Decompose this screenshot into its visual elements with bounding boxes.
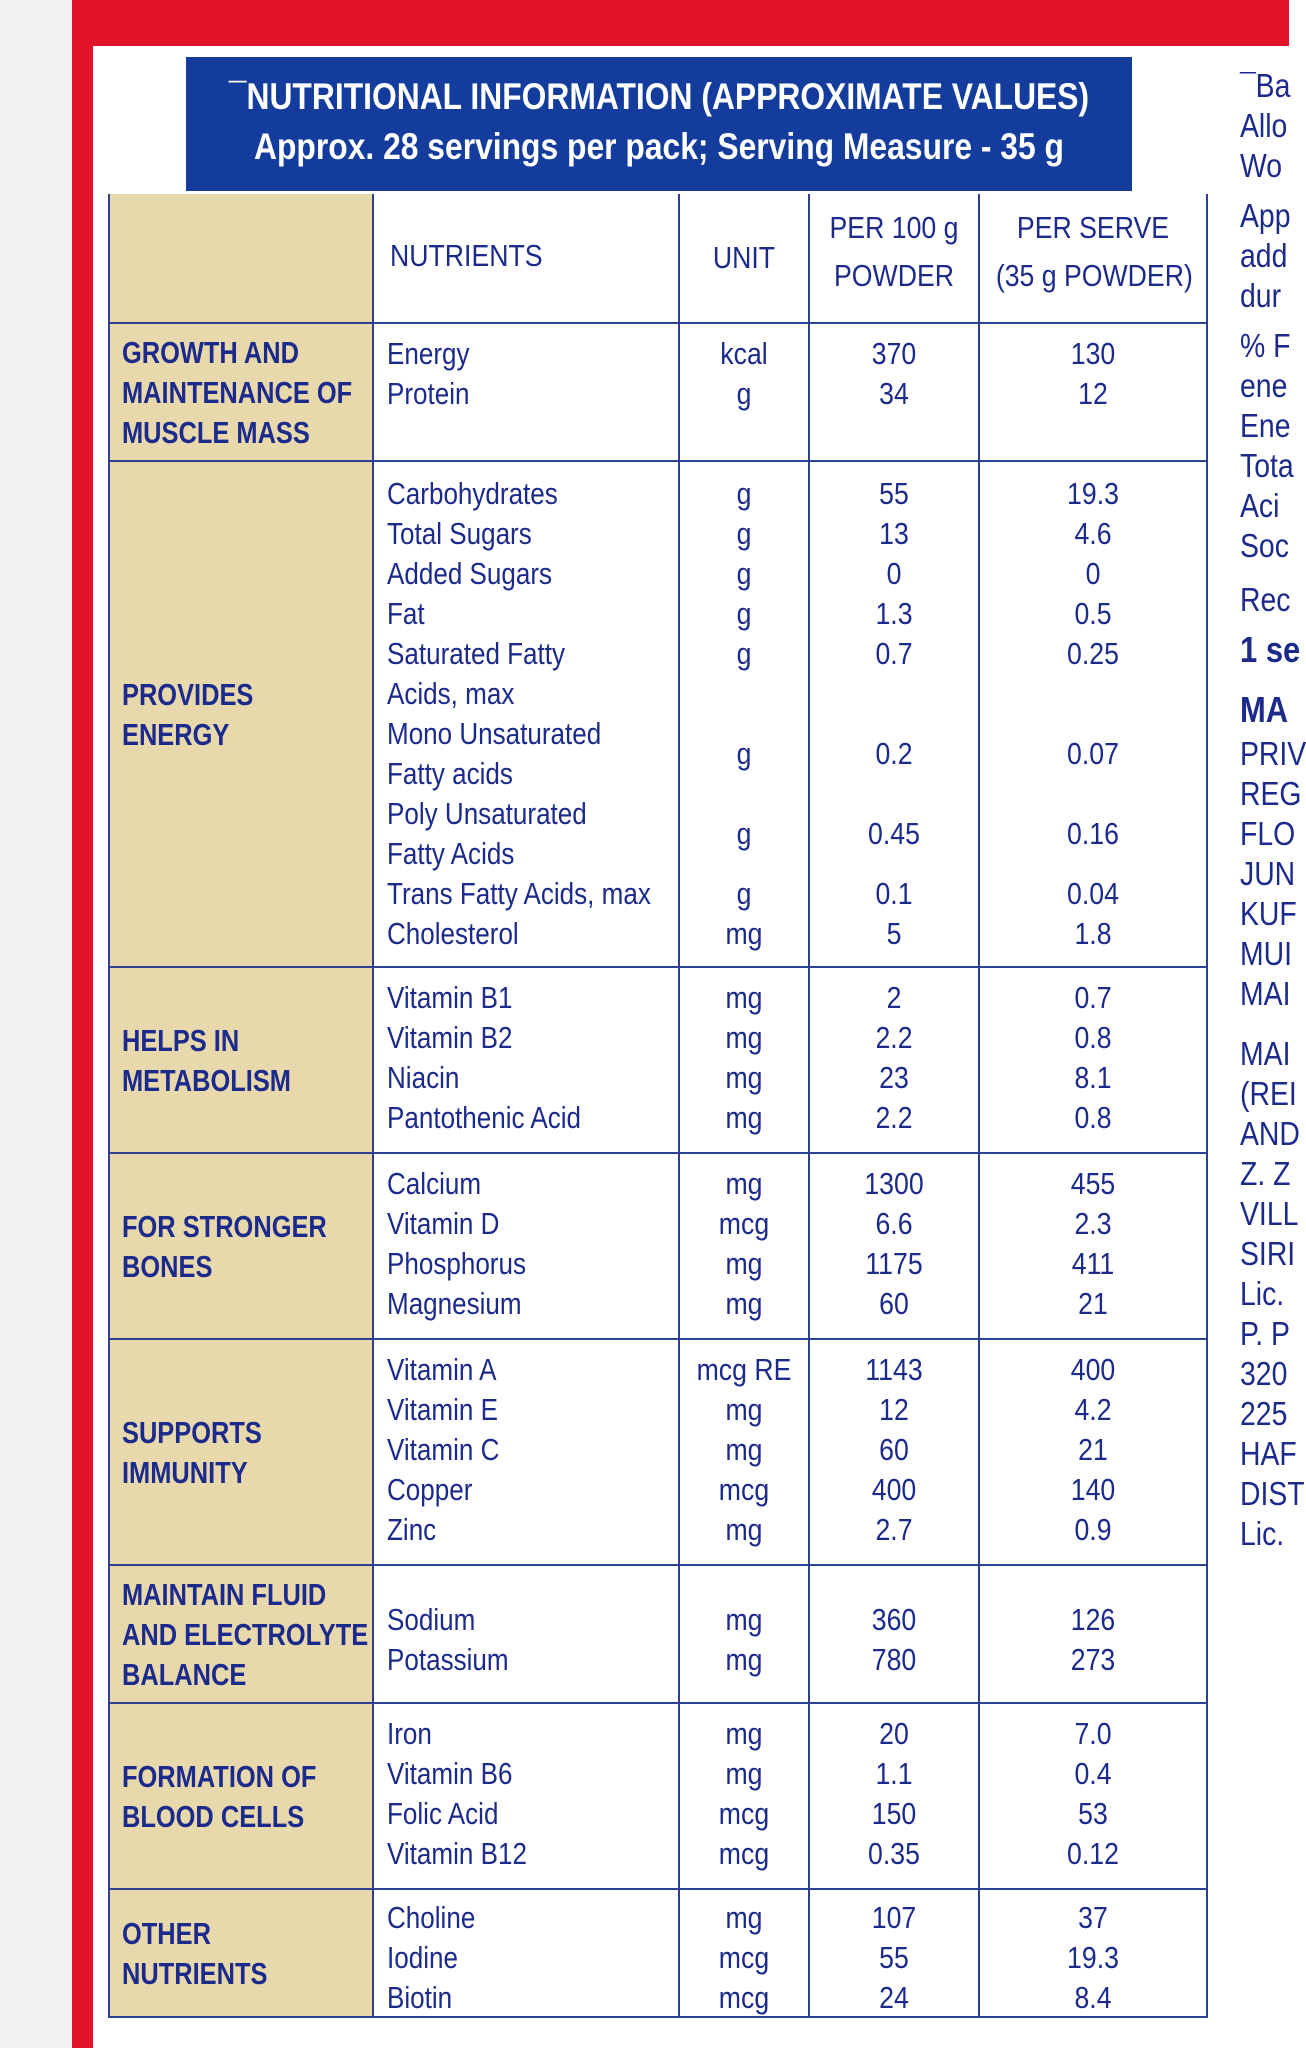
nutrient-name: Fat [387,596,425,631]
per-serve-cell [980,1154,1208,1340]
unit-value: g [736,516,752,551]
nutrient-name: Phosphorus [387,1246,526,1281]
header-blank-cell [108,194,374,324]
unit-value: mcg [718,1980,770,2015]
per100-value: 5 [886,916,902,951]
per100-value: 2.7 [875,1512,913,1547]
unit-value: mg [725,1756,763,1791]
per100-value: 6.6 [875,1206,913,1241]
unit-value: mcg [718,1472,770,1507]
category-label: AND ELECTROLYTE [122,1617,369,1652]
unit-value: mg [725,1602,763,1637]
per-serve-value: 273 [1070,1642,1116,1677]
category-label: HELPS IN [122,1023,240,1058]
side-text-fragment: KUF [1240,895,1297,932]
per100-value: 107 [871,1900,917,1935]
title-line-2: Approx. 28 servings per pack; Serving Measure - 35 g [254,126,1064,167]
side-text-fragment: Z. Z [1240,1155,1291,1192]
nutrient-name-cell [374,1704,680,1890]
side-text-fragment: ¯Ba [1240,67,1291,104]
nutrient-name: Trans Fatty Acids, max [387,876,651,911]
nutrient-name: Magnesium [387,1286,522,1321]
category-cell [108,968,374,1154]
nutrient-name: Total Sugars [387,516,532,551]
left-background [0,0,72,2048]
per-serve-value: 19.3 [1067,1940,1119,1975]
per100-value: 0 [886,556,902,591]
category-label: FOR STRONGER [122,1209,327,1244]
per100-value: 24 [879,1980,909,2015]
per100-value: 2 [886,980,902,1015]
nutrient-name-cell [374,1154,680,1340]
per-serve-value: 12 [1078,376,1108,411]
per-serve-value: 8.1 [1074,1060,1112,1095]
side-text-fragment: JUN [1240,855,1296,892]
unit-value: g [736,816,752,851]
per-serve-value: 37 [1078,1900,1108,1935]
per-serve-value: 0.07 [1067,736,1119,771]
per-serve-value: 0.5 [1074,596,1112,631]
per-serve-value: 0.9 [1074,1512,1112,1547]
nutrient-name: Potassium [387,1642,509,1677]
per-serve-value: 7.0 [1074,1716,1112,1751]
unit-value: g [736,556,752,591]
nutrient-name: Vitamin B2 [387,1020,513,1055]
nutrient-name: Added Sugars [387,556,553,591]
nutrient-name: Cholesterol [387,916,519,951]
side-text-fragment: P. P [1240,1315,1290,1352]
per100-value: 0.1 [875,876,913,911]
side-text-fragment: Lic. [1240,1515,1285,1552]
unit-cell [680,324,810,462]
nutrient-name: Vitamin B6 [387,1756,513,1791]
per-serve-value: 8.4 [1074,1980,1112,2015]
unit-cell [680,1704,810,1890]
per-serve-value: 0.25 [1067,636,1119,671]
unit-value: mg [725,1900,763,1935]
side-text-fragment: App [1240,197,1291,234]
per100-value: 55 [879,476,909,511]
per100-value: 0.2 [875,736,913,771]
category-label: METABOLISM [122,1063,291,1098]
unit-value: g [736,876,752,911]
nutrient-name: Mono Unsaturated [387,716,602,751]
per100-value: 780 [871,1642,917,1677]
side-text-fragment: REG [1240,775,1302,812]
unit-cell [680,1566,810,1704]
per-serve-cell [980,1704,1208,1890]
unit-value: kcal [720,336,768,371]
per100-cell [810,1566,980,1704]
nutrient-name-cell [374,1340,680,1566]
nutrient-name: Vitamin C [387,1432,500,1467]
nutrient-name: Folic Acid [387,1796,499,1831]
per-serve-cell [980,324,1208,462]
unit-value: mg [725,916,763,951]
unit-value: mcg [718,1940,770,1975]
per-serve-cell [980,1890,1208,2018]
category-label: MAINTAIN FLUID [122,1577,327,1612]
per100-cell [810,1340,980,1566]
nutrient-name: Vitamin B12 [387,1836,527,1871]
unit-value: mcg [718,1796,770,1831]
side-text-fragment: DIST [1240,1475,1305,1512]
unit-value: mg [725,1246,763,1281]
side-text-fragment: Soc [1240,527,1289,564]
per-serve-value: 411 [1071,1246,1115,1281]
nutrient-name-cell [374,324,680,462]
title-line-1: ¯NUTRITIONAL INFORMATION (APPROXIMATE VALUES) [228,76,1090,117]
nutrient-name: Acids, max [387,676,515,711]
per-serve-value: 0.7 [1074,980,1112,1015]
per-serve-value: 140 [1070,1472,1116,1507]
unit-value: g [736,376,752,411]
unit-value: mg [725,1392,763,1427]
unit-value: mg [725,980,763,1015]
side-text-fragment: Wo [1240,147,1283,184]
nutrient-name: Zinc [387,1512,437,1547]
per100-value: 20 [879,1716,909,1751]
side-text-fragment: MAI [1240,975,1291,1012]
unit-value: g [736,476,752,511]
unit-value: mg [725,1100,763,1135]
unit-value: mg [725,1166,763,1201]
nutrient-name: Iron [387,1716,432,1751]
per100-value: 1.1 [875,1756,913,1791]
category-label: NUTRIENTS [122,1956,268,1991]
side-text-fragment: Tota [1240,447,1294,484]
per-serve-value: 0.4 [1074,1756,1112,1791]
per100-cell [810,462,980,968]
per-serve-value: 0.8 [1074,1100,1112,1135]
category-label: GROWTH AND [122,335,299,370]
per100-value: 400 [871,1472,917,1507]
category-cell [108,462,374,968]
per100-cell [810,1890,980,2018]
per100-value: 55 [879,1940,909,1975]
per-serve-value: 19.3 [1067,476,1119,511]
unit-cell [680,1154,810,1340]
per100-value: 1.3 [875,596,913,631]
nutrient-name: Vitamin D [387,1206,500,1241]
unit-value: mg [725,1716,763,1751]
unit-value: mcg [718,1836,770,1871]
per-serve-value: 0.8 [1074,1020,1112,1055]
unit-value: mg [725,1642,763,1677]
per100-cell [810,1154,980,1340]
side-text-fragment: SIRI [1240,1235,1296,1272]
nutrient-name: Fatty Acids [387,836,515,871]
category-label: BLOOD CELLS [122,1799,305,1834]
nutrient-name: Iodine [387,1940,458,1975]
nutrition-title-banner [186,57,1132,191]
header-unit-cell [680,194,810,324]
unit-value: mg [725,1512,763,1547]
side-text-fragment: Ene [1240,407,1291,444]
header-nutrients-cell [374,194,680,324]
per-serve-value: 130 [1070,336,1116,371]
side-text-fragment: VILL [1240,1195,1299,1232]
unit-value: mg [725,1020,763,1055]
category-cell [108,1154,374,1340]
nutrient-name: Energy [387,336,470,371]
per100-value: 0.45 [868,816,920,851]
unit-value: mcg RE [696,1352,792,1387]
header-serve-cell [980,194,1208,324]
side-text-fragment: ene [1240,367,1288,404]
per100-value: 0.35 [868,1836,920,1871]
side-text-fragment: 225 [1240,1395,1288,1432]
per100-value: 0.7 [875,636,913,671]
per-serve-value: 455 [1070,1166,1116,1201]
side-text-fragment: FLO [1240,815,1296,852]
category-cell [108,1704,374,1890]
side-text-fragment: Allo [1240,107,1288,144]
unit-value: g [736,736,752,771]
unit-value: g [736,636,752,671]
per100-value: 1175 [865,1246,923,1281]
nutrient-name-cell [374,462,680,968]
nutrient-name: Vitamin B1 [387,980,513,1015]
per100-value: 13 [879,516,909,551]
nutrient-name: Protein [387,376,470,411]
nutrient-name: Copper [387,1472,473,1507]
nutrient-name: Niacin [387,1060,460,1095]
per-serve-value: 1.8 [1074,916,1112,951]
category-label: IMMUNITY [122,1455,248,1490]
header-per100-line1: PER 100 g [829,210,959,245]
category-label: OTHER [122,1916,211,1951]
category-cell [108,324,374,462]
header-serve-line1: PER SERVE [1016,210,1170,245]
nutrient-name: Vitamin A [387,1352,497,1387]
nutrient-name: Choline [387,1900,476,1935]
category-label: MUSCLE MASS [122,415,310,450]
side-text-fragment: 1 se [1240,629,1301,670]
nutrient-name: Vitamin E [387,1392,498,1427]
per-serve-cell [980,1566,1208,1704]
per-serve-value: 0.12 [1067,1836,1119,1871]
per100-value: 360 [871,1602,917,1637]
nutrient-name: Sodium [387,1602,476,1637]
unit-cell [680,462,810,968]
per-serve-value: 2.3 [1074,1206,1112,1241]
per-serve-cell [980,1340,1208,1566]
side-text-fragment: MAI [1240,1035,1291,1072]
side-text-fragment: HAF [1240,1435,1297,1472]
category-label: MAINTENANCE OF [122,375,353,410]
per100-value: 2.2 [875,1020,913,1055]
per100-value: 60 [879,1432,909,1467]
side-text-fragment: PRIV [1240,735,1306,772]
side-text-fragment: (REI [1240,1075,1297,1112]
per100-value: 1143 [865,1352,923,1387]
per100-value: 12 [879,1392,909,1427]
unit-value: mg [725,1060,763,1095]
per100-value: 34 [879,376,909,411]
side-text-fragment: add [1240,237,1288,274]
header-unit: UNIT [712,240,776,275]
category-cell [108,1890,374,2018]
per-serve-value: 4.2 [1074,1392,1112,1427]
per-serve-value: 0.04 [1067,876,1119,911]
category-cell [108,1566,374,1704]
per100-value: 2.2 [875,1100,913,1135]
side-text-fragment: Rec [1240,581,1291,618]
nutrition-table [108,194,1208,2014]
nutrient-name: Pantothenic Acid [387,1100,582,1135]
side-text-fragment: MA [1240,689,1289,730]
category-label: BONES [122,1249,213,1284]
category-label: SUPPORTS [122,1415,262,1450]
side-text-fragment: % F [1240,327,1291,364]
nutrient-name: Fatty acids [387,756,513,791]
nutrient-name-cell [374,1890,680,2018]
category-cell [108,1340,374,1566]
side-text-fragment: MUI [1240,935,1293,972]
per100-cell [810,968,980,1154]
nutrient-name: Carbohydrates [387,476,558,511]
per100-value: 60 [879,1286,909,1321]
unit-value: mg [725,1432,763,1467]
unit-cell [680,968,810,1154]
unit-cell [680,1340,810,1566]
per-serve-value: 4.6 [1074,516,1112,551]
nutrient-name-cell [374,968,680,1154]
category-label: PROVIDES [122,677,254,712]
unit-cell [680,1890,810,2018]
per-serve-value: 126 [1070,1602,1116,1637]
nutrient-name: Biotin [387,1980,453,2015]
header-nutrients: NUTRIENTS [390,238,543,273]
per-serve-value: 53 [1078,1796,1108,1831]
side-text-fragment: Lic. [1240,1275,1285,1312]
side-text-fragment: dur [1240,277,1282,314]
nutrient-name: Saturated Fatty [387,636,566,671]
nutrient-name-cell [374,1566,680,1704]
side-text-fragment: AND [1240,1115,1300,1152]
side-text-fragment: Aci [1240,487,1280,524]
side-text-fragment: 320 [1240,1355,1288,1392]
per-serve-value: 0.16 [1067,816,1119,851]
per-serve-value: 400 [1070,1352,1116,1387]
per100-value: 23 [879,1060,909,1095]
unit-value: g [736,596,752,631]
per100-value: 1300 [864,1166,924,1201]
per-serve-value: 21 [1078,1432,1108,1467]
unit-value: mg [725,1286,763,1321]
per-serve-value: 0 [1085,556,1101,591]
category-label: BALANCE [122,1657,247,1692]
per-serve-cell [980,462,1208,968]
unit-value: mcg [718,1206,770,1241]
nutrient-name: Calcium [387,1166,482,1201]
per100-value: 370 [871,336,917,371]
category-label: FORMATION OF [122,1759,317,1794]
header-per100-cell [810,194,980,324]
per100-cell [810,1704,980,1890]
per100-cell [810,324,980,462]
per-serve-value: 21 [1078,1286,1108,1321]
nutrient-name: Poly Unsaturated [387,796,587,831]
per100-value: 150 [871,1796,917,1831]
per-serve-cell [980,968,1208,1154]
header-per100-line2: POWDER [834,258,954,293]
category-label: ENERGY [122,717,230,752]
header-serve-line2: (35 g POWDER) [995,258,1193,293]
